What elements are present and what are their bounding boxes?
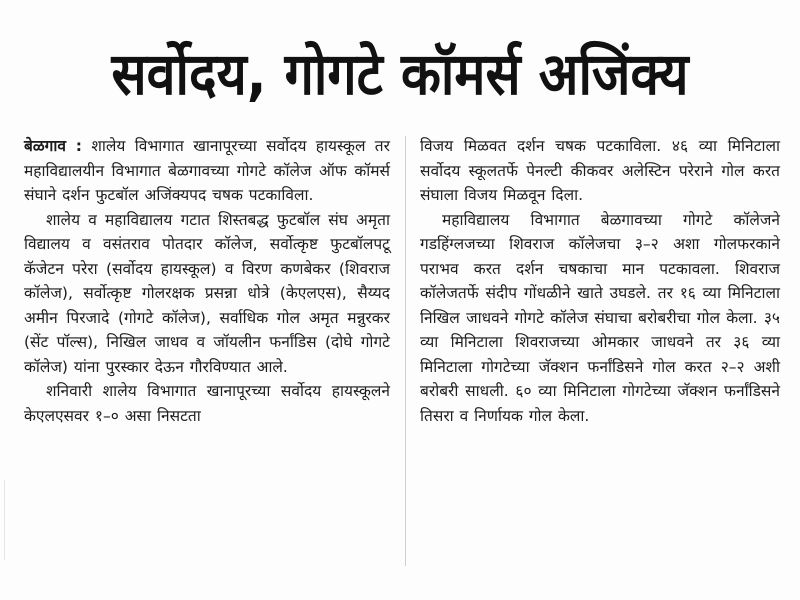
article-paragraph-2: शालेय व महाविद्यालय गटात शिस्तबद्ध फुटबॉल संघ अमृता विद्यालय व वसंतराव पोतदार कॉलेज, सर्वोत्कृष्ट फुटबॉलपटू कॅजेटन परेरा (सर्वोदय हायस्कूल) व विरण कणबेकर (शिवराज कॉलेज), सर्वोत्कृष्ट गोलरक्षक प्रसन्ना धोत्रे (केएलएस), सैय्यद अमीन पिरजादे (गोगटे कॉलेज), सर्वाधिक गोल अमृत मन्नुरकर (सेंट पॉल्स), निखिल जाधव व जॉयलीन फर्नांडिस (दोघे गोगटे कॉलेज) यांना पुरस्कार देऊन गौरविण्यात आले. <box>24 210 390 376</box>
column-divider <box>405 136 406 566</box>
article-paragraph-1-text: शालेय विभागात खानापूरच्या सर्वोदय हायस्कूल तर महाविद्यालयीन विभागात बेळगावच्या गोगटे कॉलेज ऑफ कॉमर्स संघाने दर्शन फुटबॉल अजिंक्यपद चषक पटकाविला. <box>24 137 390 204</box>
article-paragraph-5: महाविद्यालय विभागात बेळगावच्या गोगटे कॉलेजने गडहिंग्लजच्या शिवराज कॉलेजचा ३–२ अशा गोलफरकाने पराभव करत दर्शन चषकाचा मान पटकावला. शिवराज कॉलेजतर्फे संदीप गोंधळीने खाते उघडले. तर १६ व्या मिनिटाला निखिल जाधवने गोगटे कॉलेज संघाचा बरोबरीचा गोल केला. ३५ व्या मिनिटाला शिवराजच्या ओमकार जाधवने तर ३६ व्या मिनिटाला गोगटेच्या जॅक्शन फर्नांडिसने गोल करत २–२ अशी बरोबरी साधली. ६० व्या मिनिटाला गोगटेच्या जॅक्शन फर्नांडिसने तिसरा व निर्णायक गोल केला. <box>420 210 780 425</box>
headline: सर्वोदय, गोगटे कॉमर्स अजिंक्य <box>111 41 689 109</box>
article-column-left <box>24 134 390 428</box>
article-paragraph-1 <box>24 134 390 208</box>
article-column-right <box>420 134 780 428</box>
article-paragraph-3: शनिवारी शालेय विभागात खानापूरच्या सर्वोदय हायस्कूलने केएलएसवर १–० असा निसटता <box>24 382 390 425</box>
article-paragraph-4: विजय मिळवत दर्शन चषक पटकाविला. ४६ व्या मिनिटाला सर्वोदय स्कूलतर्फे पेनल्टी कीकवर अलेस्टिन परेराने गोल करत संघाला विजय मिळवून दिला. <box>420 137 780 204</box>
scan-edge-line <box>4 480 5 560</box>
dateline: बेळगाव : <box>24 137 82 155</box>
